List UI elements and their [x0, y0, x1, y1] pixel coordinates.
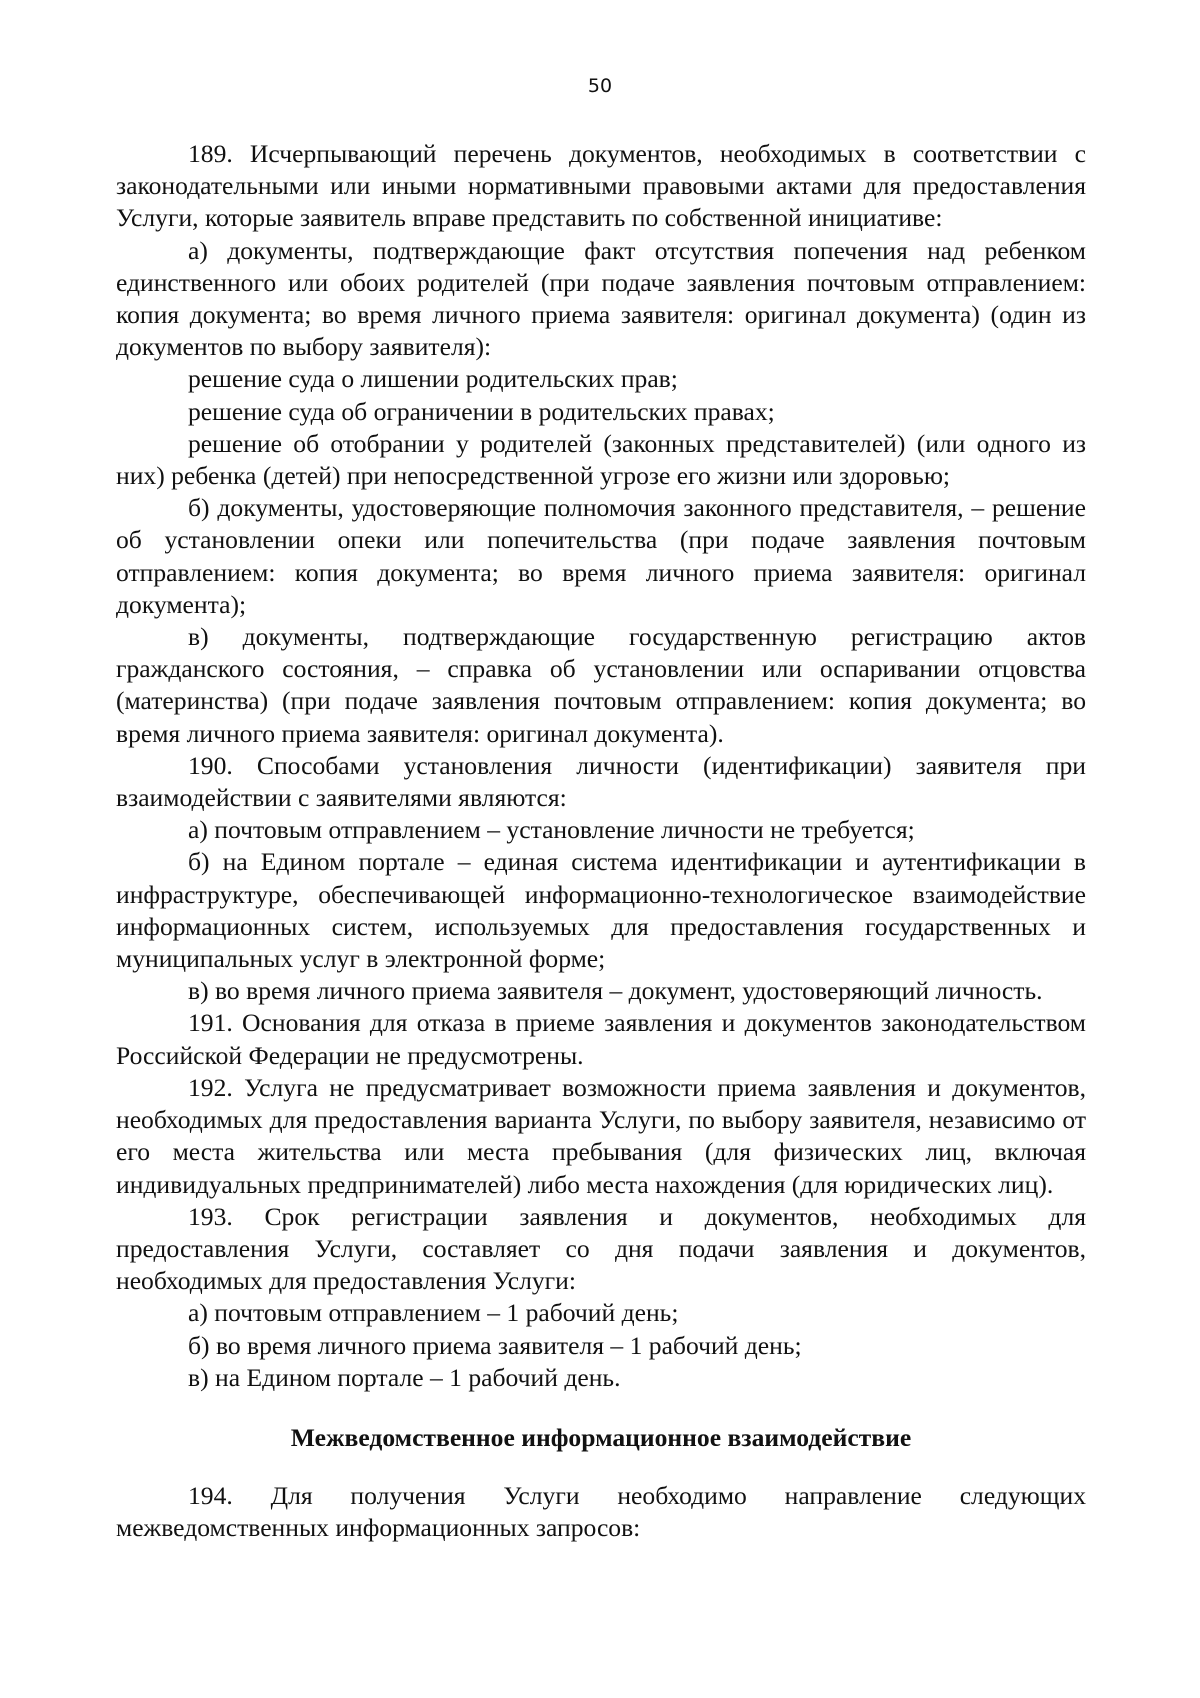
paragraph-194: 194. Для получения Услуги необходимо направление следующих межведомственных информационных запросов:	[116, 1481, 1086, 1543]
list-item-v-personal: в) во время личного приема заявителя – документ, удостоверяющий личность.	[188, 976, 1043, 1006]
list-item-v-portal-term: в) на Едином портале – 1 рабочий день.	[188, 1362, 621, 1392]
section-heading: Межведомственное информационное взаимодействие	[290, 1422, 912, 1452]
paragraph-189: 189. Исчерпывающий перечень документов, необходимых в соответствии с законодательными или иными нормативными правовыми актами для предоставления Услуги, которые заявитель вправе представить по собственной инициативе:	[116, 139, 1086, 233]
paragraph-193: 193. Срок регистрации заявления и документов, необходимых для предоставления Услуги, составляет со дня подачи заявления и документов, необходимых для предоставления Услуги:	[116, 1201, 1086, 1296]
list-item-a-documents: а) документы, подтверждающие факт отсутствия попечения над ребенком единственного или обоих родителей (при подаче заявления почтовым отправлением: копия документа; во время личного приема заявителя: оригинал документа) (один из документов по выбору заявителя):	[116, 235, 1086, 362]
paragraph-190: 190. Способами установления личности (идентификации) заявителя при взаимодействии с заявителями являются:	[116, 750, 1086, 813]
page-number: 50	[587, 75, 613, 97]
sub-item-court-restriction: решение суда об ограничении в родительских правах;	[188, 396, 775, 426]
list-item-b-portal: б) на Едином портале – единая система идентификации и аутентификации в инфраструктуре, обеспечивающей информационно-технологическое взаимодействие информационных систем, используемых для предоставления государственных и муниципальных услуг в электронной форме;	[116, 847, 1086, 974]
list-item-b-personal-term: б) во время личного приема заявителя – 1 рабочий день;	[188, 1330, 802, 1360]
list-item-a-postal: а) почтовым отправлением – установление личности не требуется;	[188, 815, 915, 845]
list-item-b-representative: б) документы, удостоверяющие полномочия законного представителя, – решение об установлении опеки или попечительства (при подаче заявления почтовым отправлением: копия документа; во время личного приема заявителя: оригинал документа);	[116, 493, 1086, 619]
list-item-v-civil-registration: в) документы, подтверждающие государственную регистрацию актов гражданского состояния, – справка об установлении или оспаривании отцовства (материнства) (при подаче заявления почтовым отправлением: копия документа; во время личного приема заявителя: оригинал документа).	[116, 622, 1086, 748]
list-item-a-postal-term: а) почтовым отправлением – 1 рабочий день;	[188, 1298, 679, 1328]
document-body	[116, 138, 1086, 1545]
paragraph-192: 192. Услуга не предусматривает возможности приема заявления и документов, необходимых для предоставления варианта Услуги, по выбору заявителя, независимо от его места жительства или места пребывания (для физических лиц, включая индивидуальных предпринимателей) либо места нахождения (для юридических лиц).	[116, 1072, 1086, 1199]
sub-item-court-deprivation: решение суда о лишении родительских прав;	[188, 364, 678, 394]
paragraph-191: 191. Основания для отказа в приеме заявления и документов законодательством Российской Федерации не предусмотрены.	[116, 1008, 1086, 1070]
sub-item-removal-decision: решение об отобрании у родителей (законных представителей) (или одного из них) ребенка (детей) при непосредственной угрозе его жизни или здоровью;	[116, 428, 1086, 491]
